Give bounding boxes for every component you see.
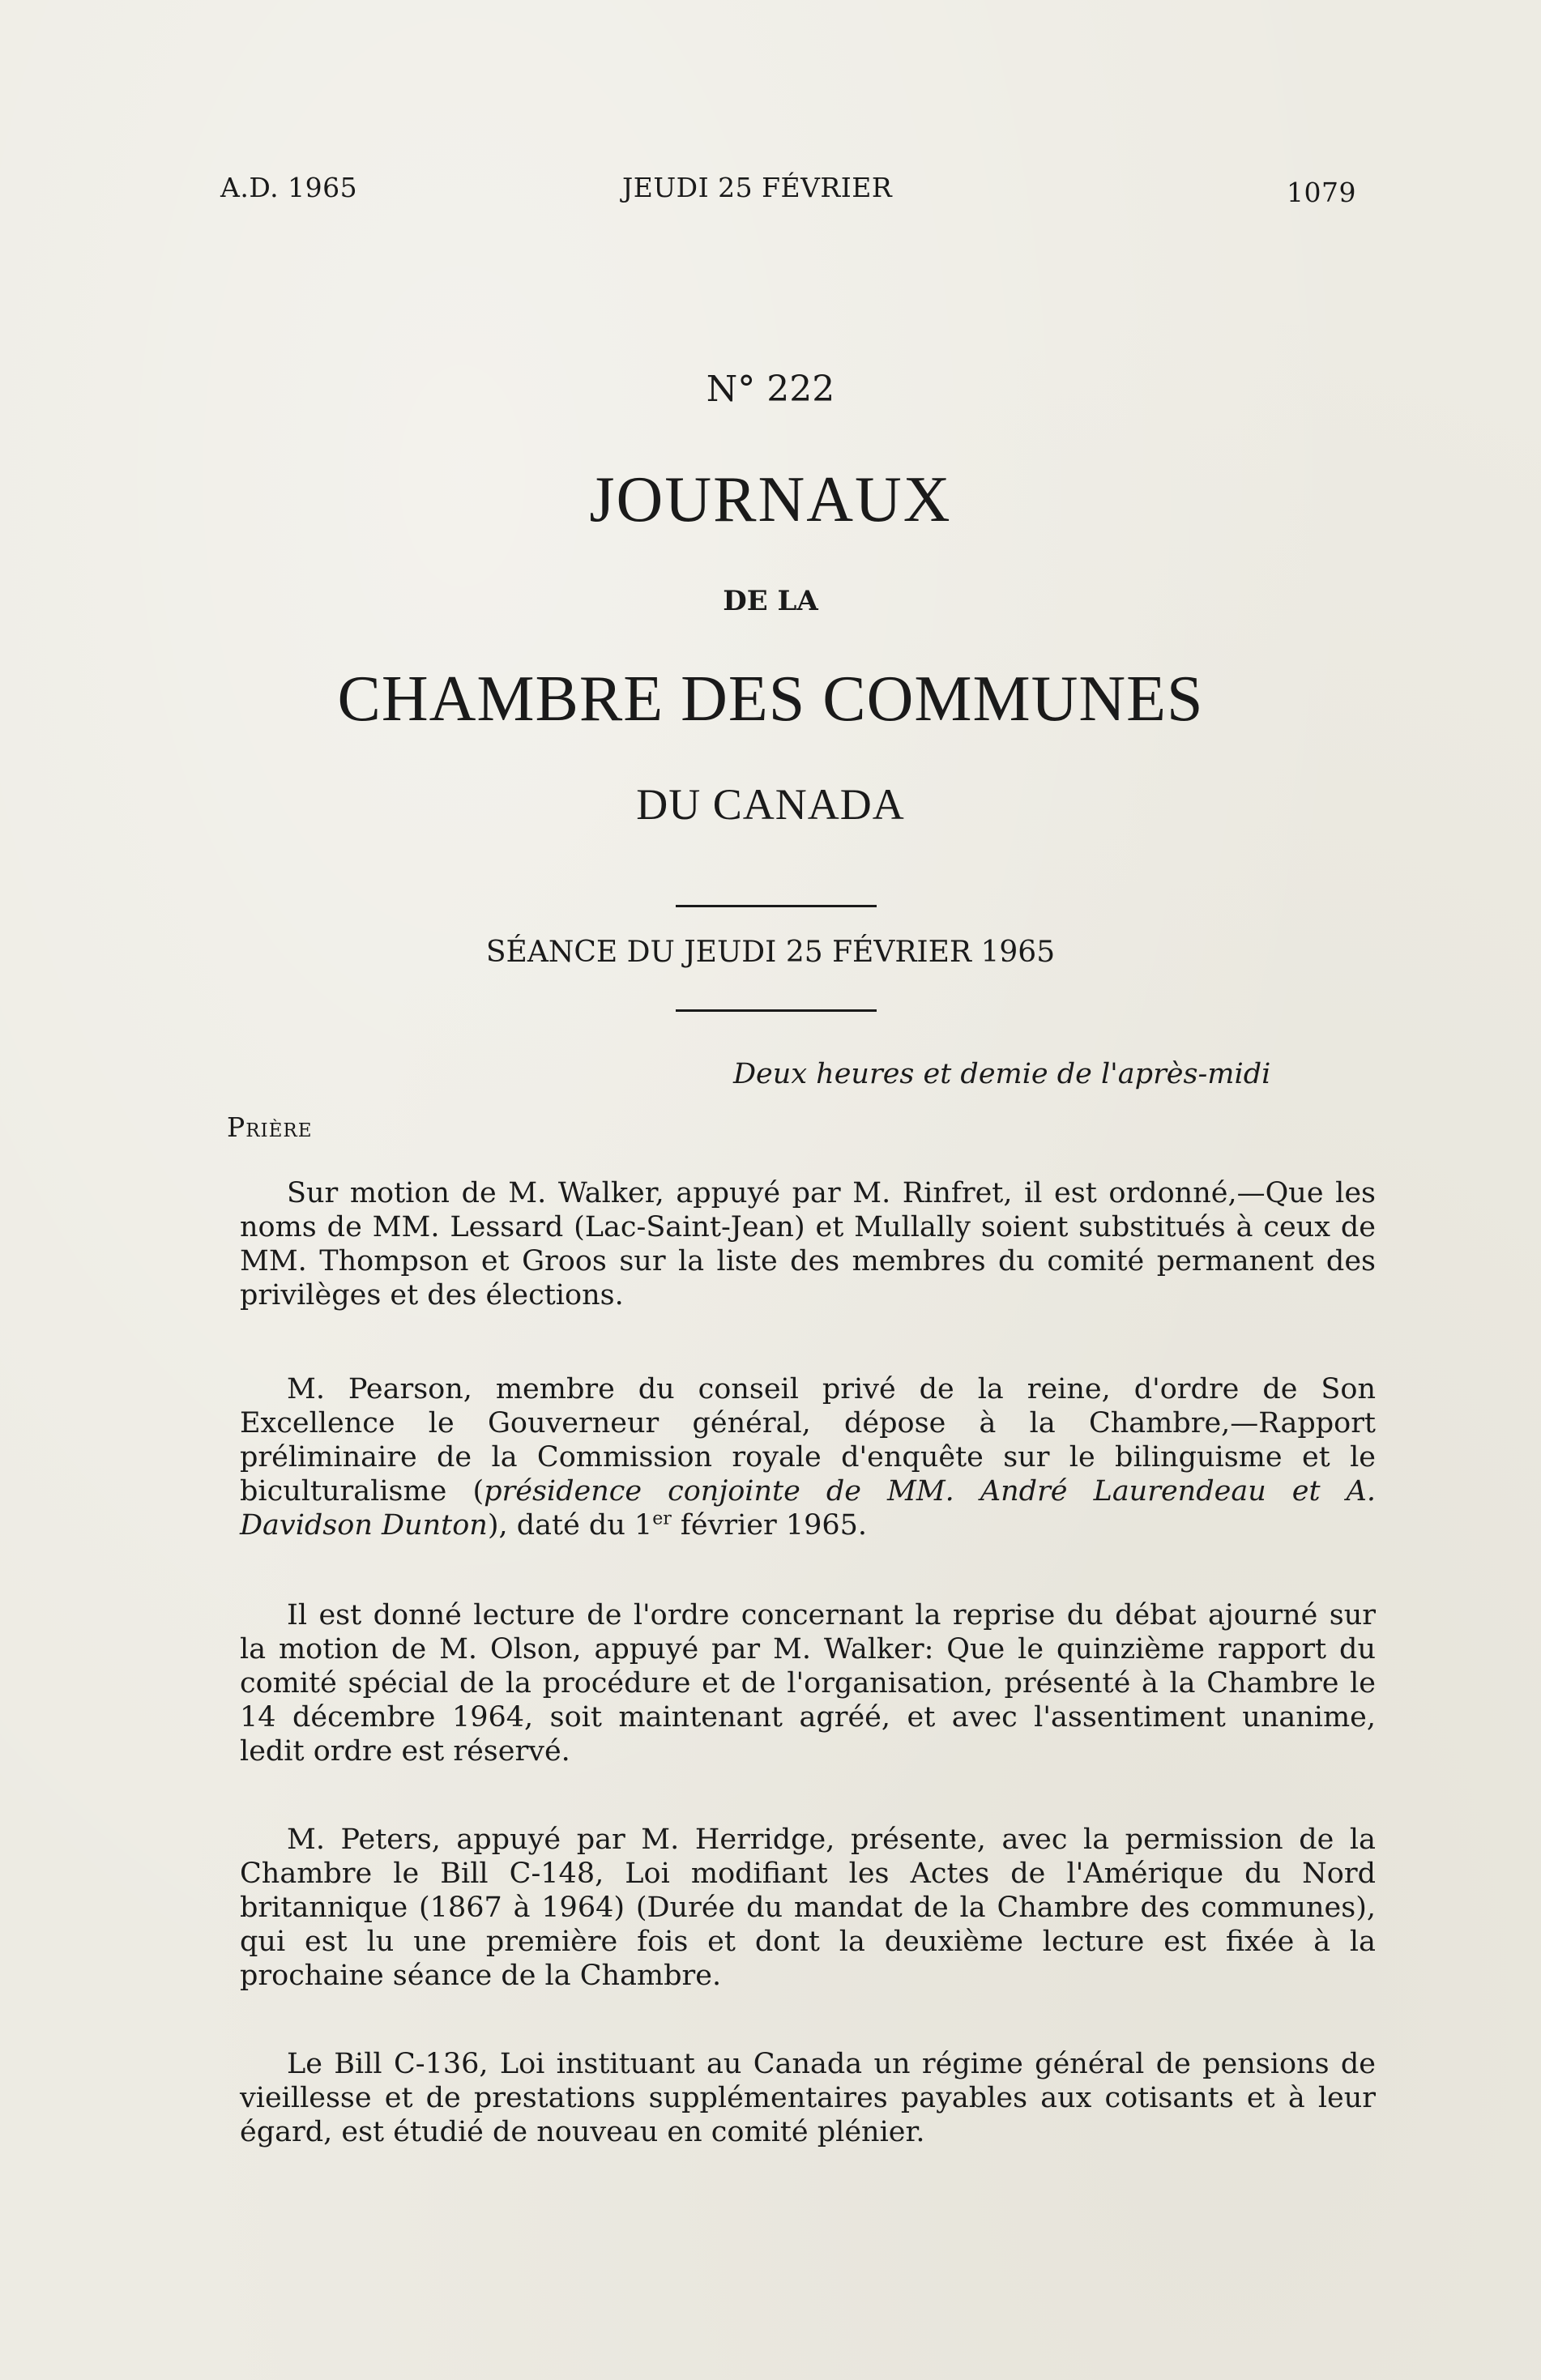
divider-rule-bottom: [676, 1009, 877, 1012]
paragraph-bill-c136: Le Bill C-136, Loi instituant au Canada un régime général de pensions de vieillesse et de prestations supplémentaires payables aux cotisants et à leur égard, est étudié de nouveau en comité plénier.: [240, 2048, 1376, 2148]
p2-text-c: ), daté du 1: [487, 1509, 653, 1542]
divider-rule-top: [676, 905, 877, 907]
paragraph-bill-c148: M. Peters, appuyé par M. Herridge, présente, avec la permission de la Chambre le Bill C-148, Loi modifiant les Actes de l'Amérique du Nord britannique (1867 à 1964) (Durée du mandat de la Chambre des communes), qui est lu une première fois et dont la deuxième lecture est fixée à la prochaine séance de la Chambre.: [240, 1823, 1376, 1992]
sitting-heading: SÉANCE DU JEUDI 25 FÉVRIER 1965: [485, 936, 1056, 969]
p2-text-a: M. Pearson, membre du conseil privé de la reine, d'ordre de Son Excellence le Gouverneur général, dépose à la Chambre,—Rapport préliminaire de la Commission royale d'enquête sur le bilinguisme et le biculturalisme (: [240, 1373, 1376, 1508]
p2-superscript: er: [652, 1508, 672, 1529]
title-de-la: DE LA: [723, 585, 818, 617]
title-canada: DU CANADA: [636, 780, 905, 829]
title-chambre: CHAMBRE DES COMMUNES: [337, 663, 1204, 735]
paragraph-committee-membership: Sur motion de M. Walker, appuyé par M. Rinfret, il est ordonné,—Que les noms de MM. Lessard (Lac-Saint-Jean) et Mullally soient substitués à ceux de MM. Thompson et Groos sur la liste des membres du comité permanent des privilèges et des élections.: [240, 1177, 1376, 1312]
paragraph-royal-commission-report: [240, 1372, 1376, 1542]
paragraph-adjourned-debate: Il est donné lecture de l'ordre concernant la reprise du débat ajourné sur la motion de M. Olson, appuyé par M. Walker: Que le quinzième rapport du comité spécial de la procédure et de l'organisation, présenté à la Chambre le 14 décembre 1964, soit maintenant agréé, et avec l'assentiment unanime, ledit ordre est réservé.: [240, 1599, 1376, 1768]
p2-text-d: février 1965.: [671, 1509, 868, 1542]
issue-number: N° 222: [706, 369, 835, 410]
running-head-date: JEUDI 25 FÉVRIER: [622, 172, 893, 203]
p2-italic-presidency: présidence conjointe de MM. André Laurendeau et A. Davidson Dunton: [240, 1475, 1377, 1542]
sitting-time: Deux heures et demie de l'après-midi: [733, 1058, 1271, 1090]
running-head-year: A.D. 1965: [220, 172, 358, 203]
page-number: 1079: [1287, 177, 1356, 208]
title-journaux: JOURNAUX: [589, 464, 952, 535]
prayer-heading: Prière: [227, 1111, 313, 1143]
